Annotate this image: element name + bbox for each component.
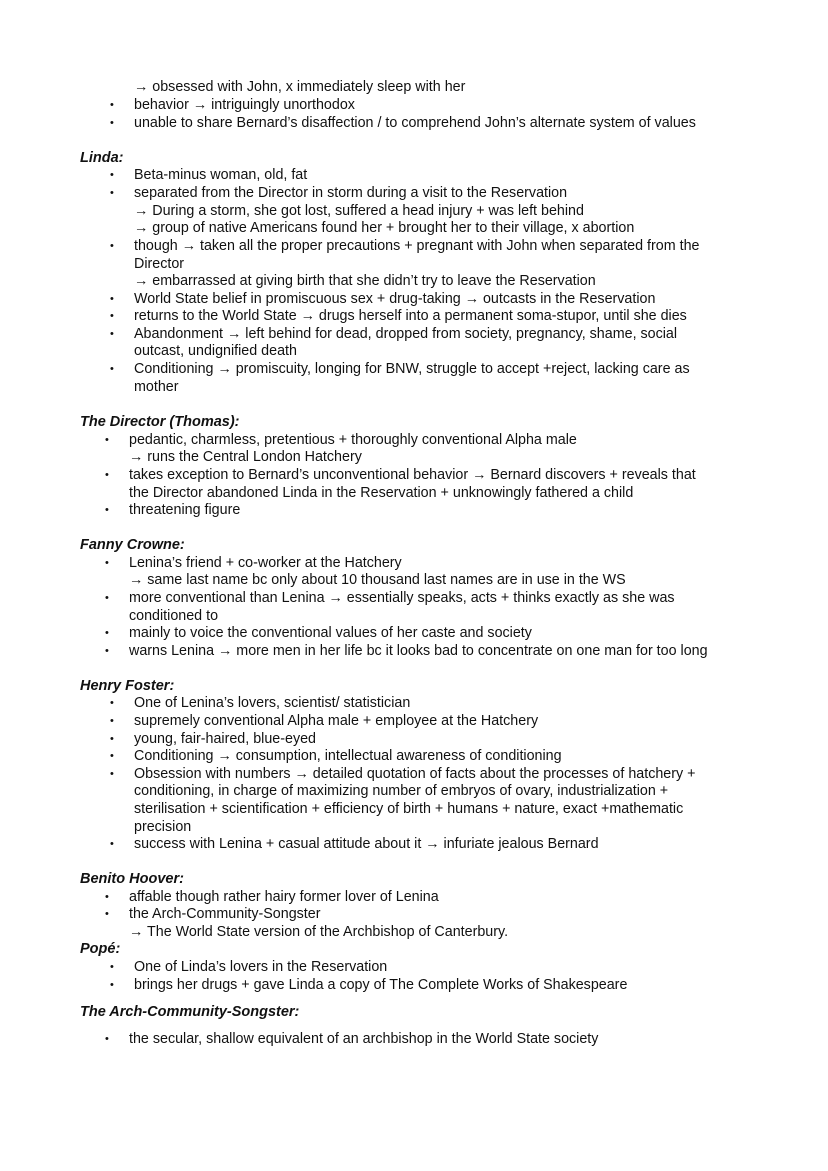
arch-bullet-1: the secular, shallow equivalent of an archbishop in the World State society	[129, 1031, 599, 1047]
linda-bullet-6-cont: outcast, undignified death	[134, 343, 297, 359]
linda-bullet-4: World State belief in promiscuous sex + drug-taking → outcasts in the Reservation	[134, 291, 656, 307]
bullet-icon: •	[105, 1033, 109, 1045]
fanny-bullet-4: warns Lenina → more men in her life bc it looks bad to concentrate on one man for too long	[129, 643, 708, 659]
bullet-icon: •	[110, 169, 114, 181]
bullet-icon: •	[110, 733, 114, 745]
bullet-icon: •	[105, 434, 109, 446]
bullet-icon: •	[110, 750, 114, 762]
section-heading-fanny: Fanny Crowne:	[80, 537, 185, 553]
director-sub-line: → runs the Central London Hatchery	[129, 449, 362, 465]
pope-bullet-1: One of Linda’s lovers in the Reservation	[134, 959, 388, 975]
fanny-bullet-2-cont: conditioned to	[129, 608, 219, 624]
fanny-bullet-2: more conventional than Lenina → essentially speaks, acts + thinks exactly as she was	[129, 590, 675, 606]
linda-bullet-3: though → taken all the proper precautions + pregnant with John when separated from the	[134, 238, 700, 254]
bullet-icon: •	[105, 627, 109, 639]
linda-sub-line: → embarrassed at giving birth that she didn’t try to leave the Reservation	[134, 273, 596, 289]
intro-bullet-2: unable to share Bernard’s disaffection / to comprehend John’s alternate system of values	[134, 115, 696, 131]
director-bullet-2: takes exception to Bernard’s unconventional behavior → Bernard discovers + reveals that	[129, 467, 696, 483]
linda-bullet-5: returns to the World State → drugs herself into a permanent soma-stupor, until she dies	[134, 308, 687, 324]
henry-bullet-4: Conditioning → consumption, intellectual awareness of conditioning	[134, 748, 562, 764]
bullet-icon: •	[105, 592, 109, 604]
pope-bullet-2: brings her drugs + gave Linda a copy of The Complete Works of Shakespeare	[134, 977, 628, 993]
linda-bullet-6: Abandonment → left behind for dead, dropped from society, pregnancy, shame, social	[134, 326, 678, 342]
bullet-icon: •	[110, 979, 114, 991]
bullet-icon: •	[105, 504, 109, 516]
henry-bullet-5-cont: conditioning, in charge of maximizing number of embryos of ovary, industrialization +	[134, 783, 669, 799]
intro-sub-line: → obsessed with John, x immediately sleep with her	[134, 79, 466, 95]
bullet-icon: •	[110, 293, 114, 305]
benito-sub-line: → The World State version of the Archbishop of Canterbury.	[129, 924, 509, 940]
bullet-icon: •	[110, 768, 114, 780]
bullet-icon: •	[110, 99, 114, 111]
section-heading-henry: Henry Foster:	[80, 678, 175, 694]
section-heading-director: The Director (Thomas):	[80, 414, 240, 430]
linda-sub-line: → During a storm, she got lost, suffered a head injury + was left behind	[134, 203, 584, 219]
linda-bullet-2: separated from the Director in storm during a visit to the Reservation	[134, 185, 568, 201]
director-bullet-2-cont: the Director abandoned Linda in the Reservation + unknowingly fathered a child	[129, 485, 634, 501]
bullet-icon: •	[110, 838, 114, 850]
henry-bullet-5-cont: precision	[134, 819, 192, 835]
benito-bullet-2: the Arch-Community-Songster	[129, 906, 321, 922]
bullet-icon: •	[105, 908, 109, 920]
intro-bullet-1: behavior → intriguingly unorthodox	[134, 97, 355, 113]
linda-bullet-7-cont: mother	[134, 379, 179, 395]
henry-bullet-5: Obsession with numbers → detailed quotation of facts about the processes of hatchery +	[134, 766, 696, 782]
bullet-icon: •	[110, 697, 114, 709]
henry-bullet-3: young, fair-haired, blue-eyed	[134, 731, 316, 747]
benito-bullet-1: affable though rather hairy former lover of Lenina	[129, 889, 439, 905]
bullet-icon: •	[105, 645, 109, 657]
director-bullet-3: threatening figure	[129, 502, 241, 518]
section-heading-linda: Linda:	[80, 150, 124, 166]
bullet-icon: •	[110, 310, 114, 322]
henry-bullet-2: supremely conventional Alpha male + employee at the Hatchery	[134, 713, 539, 729]
section-heading-arch: The Arch-Community-Songster:	[80, 1004, 300, 1020]
linda-bullet-1: Beta-minus woman, old, fat	[134, 167, 308, 183]
bullet-icon: •	[110, 715, 114, 727]
henry-bullet-6: success with Lenina + casual attitude about it → infuriate jealous Bernard	[134, 836, 599, 852]
bullet-icon: •	[110, 961, 114, 973]
bullet-icon: •	[110, 363, 114, 375]
henry-bullet-5-cont: sterilisation + scientification + efficiency of birth + humans + nature, exact +mathematic	[134, 801, 684, 817]
bullet-icon: •	[110, 117, 114, 129]
linda-sub-line: → group of native Americans found her + brought her to their village, x abortion	[134, 220, 635, 236]
bullet-icon: •	[110, 328, 114, 340]
linda-bullet-3-cont: Director	[134, 256, 185, 272]
bullet-icon: •	[105, 469, 109, 481]
director-bullet-1: pedantic, charmless, pretentious + thoroughly conventional Alpha male	[129, 432, 577, 448]
fanny-sub-line: → same last name bc only about 10 thousand last names are in use in the WS	[129, 572, 626, 588]
section-heading-pope: Popé:	[80, 941, 121, 957]
section-heading-benito: Benito Hoover:	[80, 871, 184, 887]
linda-bullet-7: Conditioning → promiscuity, longing for BNW, struggle to accept +reject, lacking care as	[134, 361, 690, 377]
bullet-icon: •	[105, 557, 109, 569]
bullet-icon: •	[105, 891, 109, 903]
fanny-bullet-1: Lenina’s friend + co-worker at the Hatchery	[129, 555, 402, 571]
bullet-icon: •	[110, 240, 114, 252]
henry-bullet-1: One of Lenina’s lovers, scientist/ statistician	[134, 695, 411, 711]
fanny-bullet-3: mainly to voice the conventional values of her caste and society	[129, 625, 532, 641]
bullet-icon: •	[110, 187, 114, 199]
